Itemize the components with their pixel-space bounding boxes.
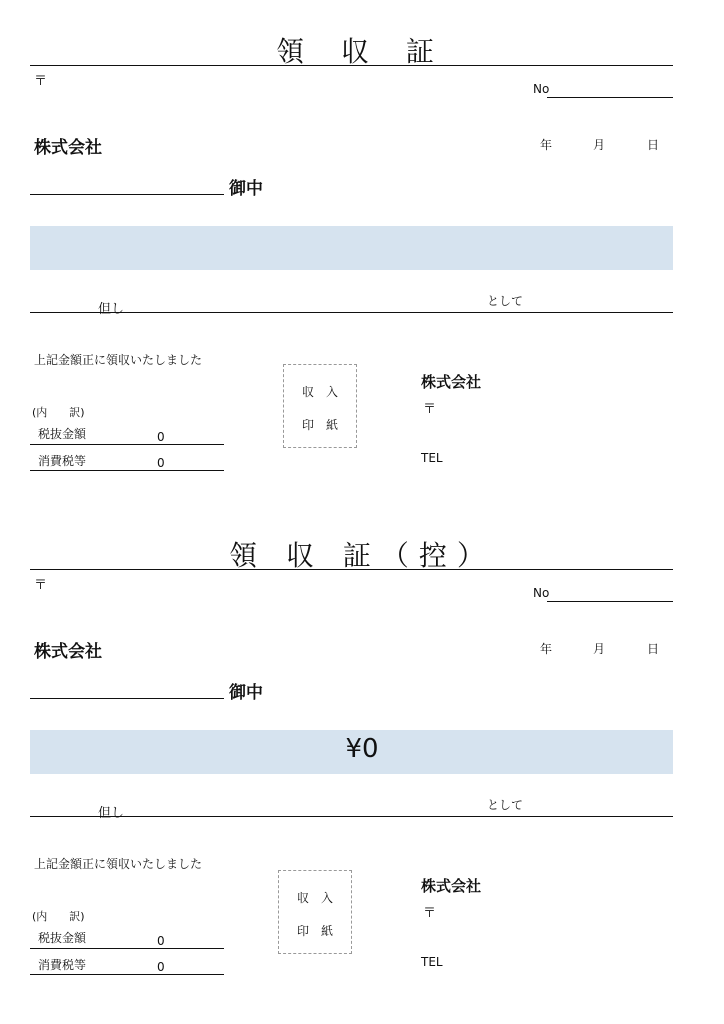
purpose-label: 但し: [98, 806, 125, 821]
recipient-company: 株式会社: [34, 138, 102, 158]
breakdown-label: (内 訳): [32, 910, 85, 923]
tax-excluded-rule: [30, 444, 224, 445]
postal-mark: 〒: [34, 578, 48, 593]
issuer-postal-mark: 〒: [423, 402, 437, 417]
revenue-stamp-box: [283, 364, 357, 448]
recipient-name-field[interactable]: [30, 698, 224, 699]
issuer-postal-mark: 〒: [423, 906, 437, 921]
issuer-company: 株式会社: [421, 877, 482, 895]
breakdown-label: (内 訳): [32, 406, 85, 419]
stamp-label-line1: 収入: [296, 891, 345, 905]
receipt-original: [0, 0, 724, 500]
stamp-label-line2: 印紙: [296, 924, 345, 938]
title-rule: [30, 65, 673, 66]
title-rule: [30, 569, 673, 570]
recipient-suffix: 御中: [229, 179, 263, 199]
recipient-suffix: 御中: [229, 683, 263, 703]
amount-band: [30, 226, 673, 270]
receipt-number-label: No: [533, 82, 550, 96]
receipt-title: 領 収 証（控）: [229, 539, 495, 572]
received-statement: 上記金額正に領収いたしました: [34, 857, 203, 871]
issuer-company: 株式会社: [421, 373, 482, 391]
receipt-title: 領 収 証: [276, 35, 448, 68]
tax-excluded-rule: [30, 948, 224, 949]
date-year: 年: [540, 138, 553, 152]
receipt-copy: [0, 504, 724, 1004]
issuer-tel-label: TEL: [421, 955, 443, 969]
consumption-tax-value: 0: [157, 456, 165, 470]
stamp-label-line2: 印紙: [301, 418, 350, 432]
tax-excluded-value: 0: [157, 934, 165, 948]
consumption-tax-label: 消費税等: [38, 454, 87, 468]
recipient-name-field[interactable]: [30, 194, 224, 195]
purpose-label: 但し: [98, 302, 125, 317]
consumption-tax-value: 0: [157, 960, 165, 974]
tax-excluded-value: 0: [157, 430, 165, 444]
revenue-stamp-box: [278, 870, 352, 954]
consumption-tax-rule: [30, 470, 224, 471]
purpose-field[interactable]: [30, 312, 673, 313]
consumption-tax-label: 消費税等: [38, 958, 87, 972]
receipt-number-field[interactable]: [547, 97, 673, 98]
issuer-tel-label: TEL: [421, 451, 443, 465]
recipient-company: 株式会社: [34, 642, 102, 662]
date-month: 月: [593, 138, 606, 152]
date-month: 月: [593, 642, 606, 656]
received-statement: 上記金額正に領収いたしました: [34, 353, 203, 367]
receipt-number-label: No: [533, 586, 550, 600]
postal-mark: 〒: [34, 74, 48, 89]
date-day: 日: [647, 138, 660, 152]
date-day: 日: [647, 642, 660, 656]
consumption-tax-rule: [30, 974, 224, 975]
purpose-suffix: として: [487, 294, 524, 308]
tax-excluded-label: 税抜金額: [38, 931, 87, 945]
amount-value: ¥0: [345, 734, 379, 764]
receipt-number-field[interactable]: [547, 601, 673, 602]
purpose-field[interactable]: [30, 816, 673, 817]
stamp-label-line1: 収入: [301, 385, 350, 399]
tax-excluded-label: 税抜金額: [38, 427, 87, 441]
purpose-suffix: として: [487, 798, 524, 812]
date-year: 年: [540, 642, 553, 656]
